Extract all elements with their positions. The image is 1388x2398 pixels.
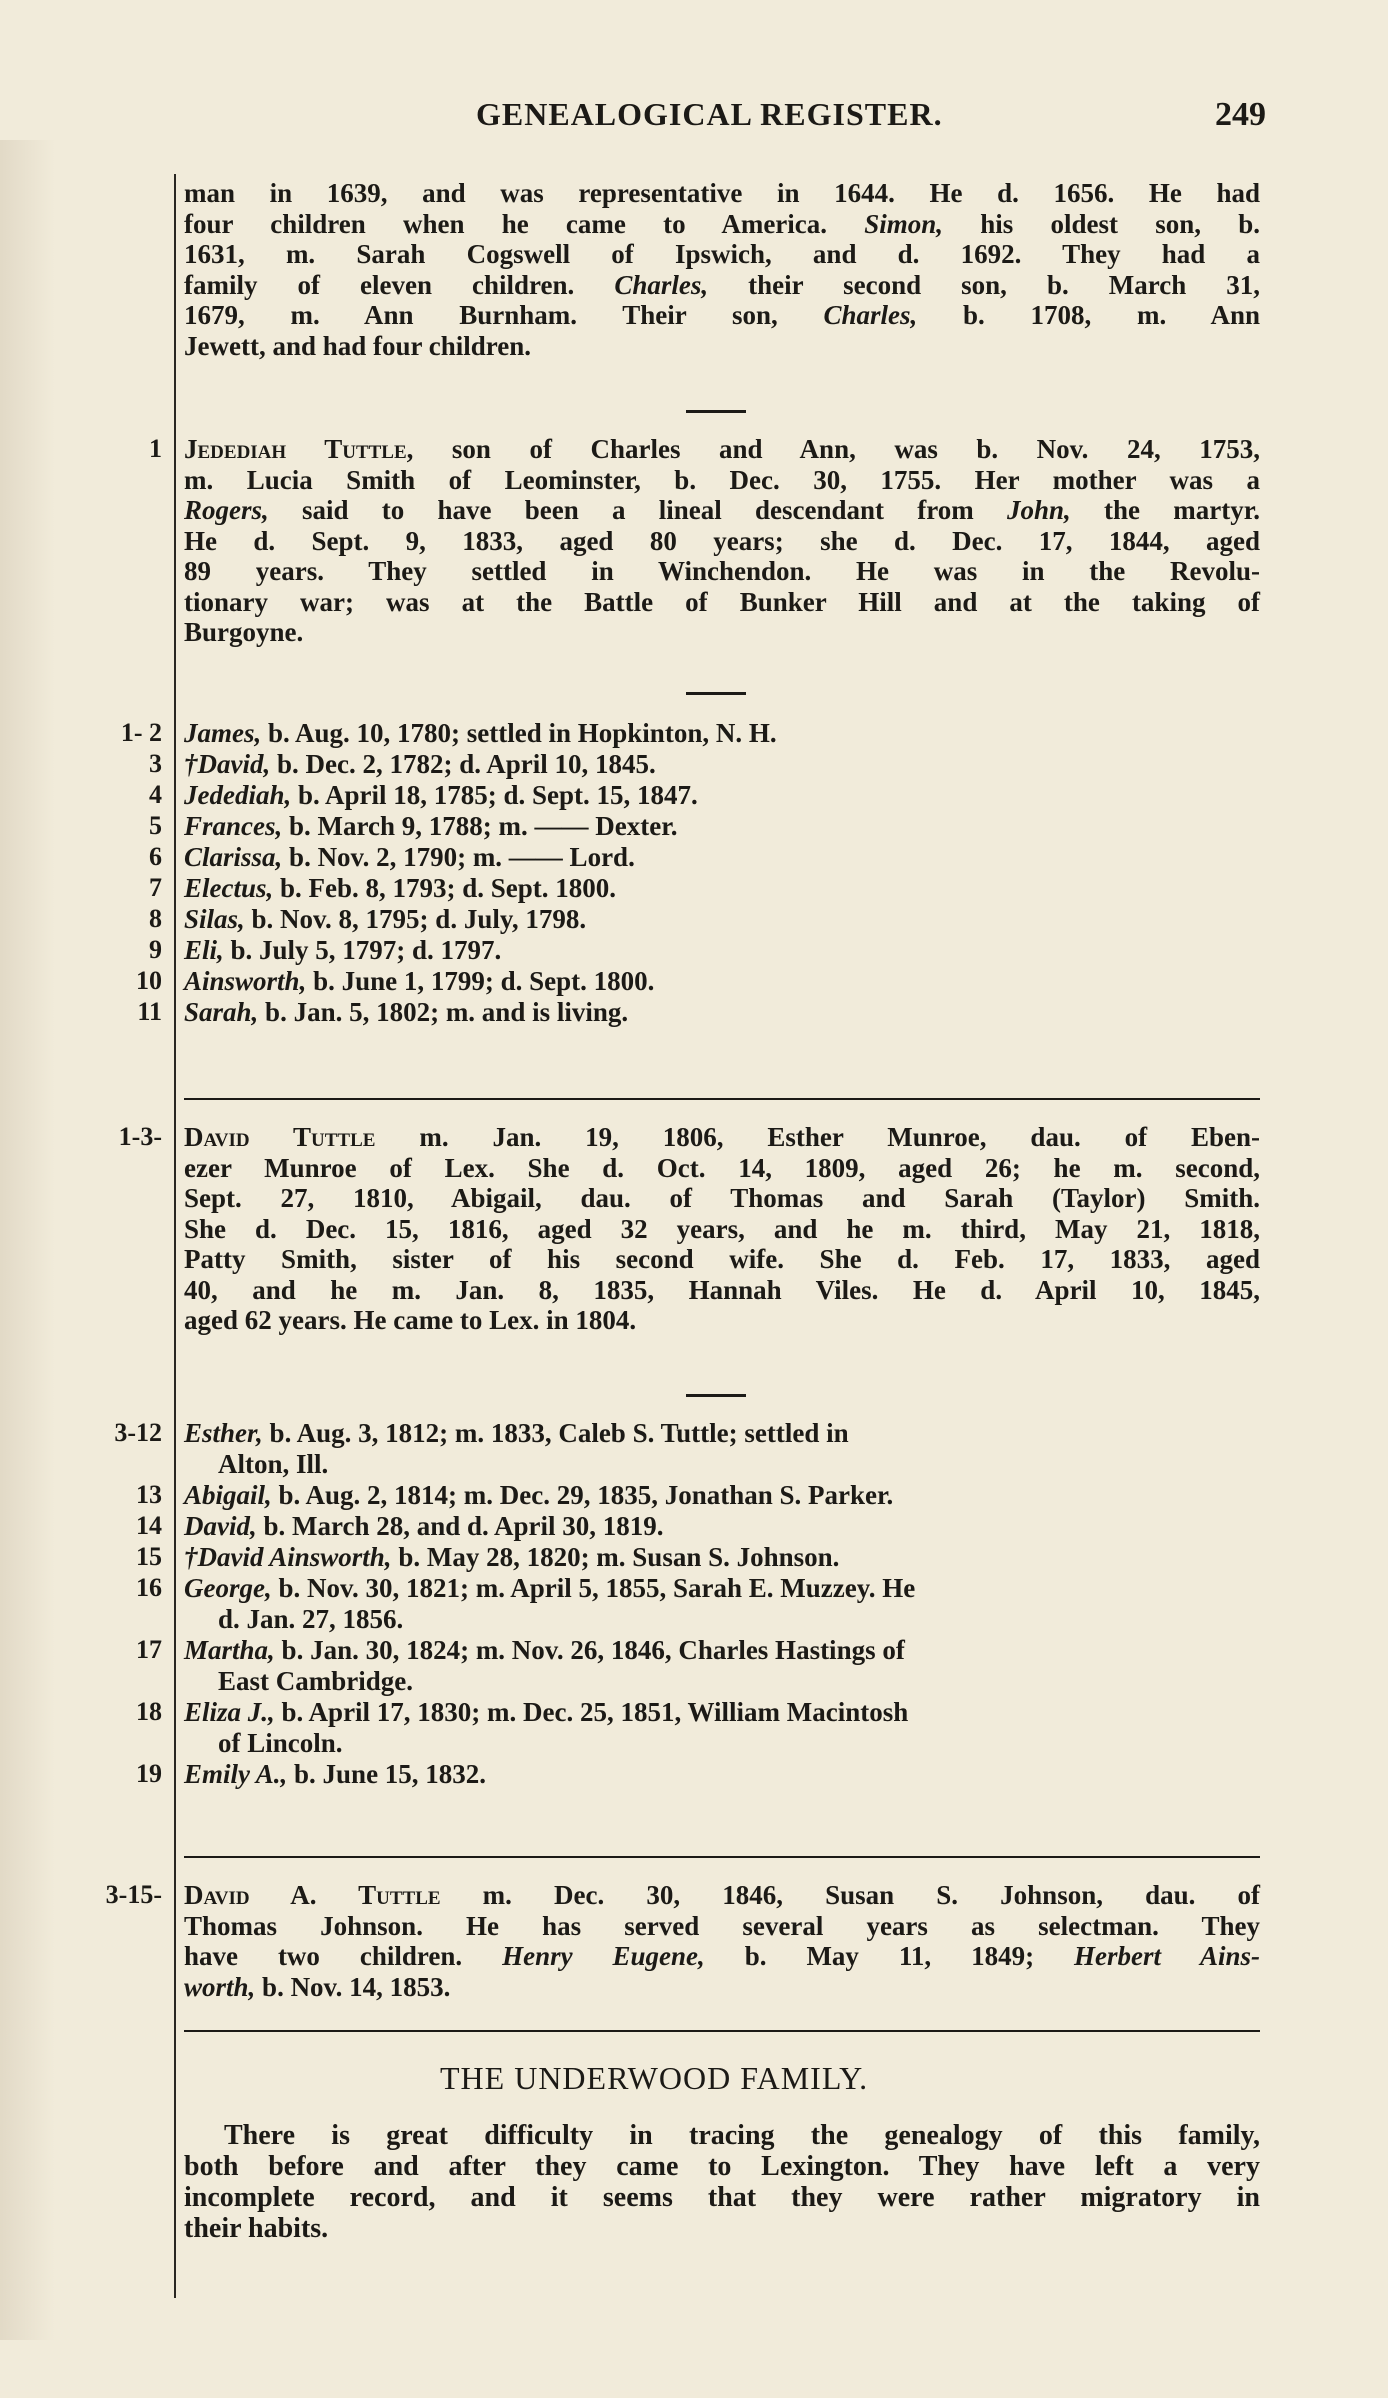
bleed-through (0, 140, 55, 2340)
text-line: He d. Sept. 9, 1833, aged 80 years; she d. Dec. 17, 1844, aged (184, 525, 1260, 556)
text-line: four children when he came to America. Simon, his oldest son, b. (184, 208, 1260, 239)
person-name: Electus, (184, 873, 274, 903)
list-item (184, 1542, 839, 1573)
list-item (184, 749, 656, 780)
text-line: Jewett, and had four children. (184, 330, 532, 361)
entry-text: b. Jan. 30, 1824; m. Nov. 26, 1846, Charles Hastings of (274, 1635, 905, 1665)
list-item (184, 1511, 664, 1542)
entry-number: 16 (136, 1573, 162, 1602)
margin-rule (174, 174, 176, 2298)
paragraph-david (184, 1122, 1260, 1336)
person-name: Eliza J., (184, 1697, 275, 1727)
person-name: Jedediah, (184, 780, 292, 810)
entry-text: b. May 28, 1820; m. Susan S. Johnson. (391, 1542, 840, 1572)
list-item (184, 873, 616, 904)
person-name: Abigail, (184, 1480, 272, 1510)
text-line: She d. Dec. 15, 1816, aged 32 years, and he m. third, May 21, 1818, (184, 1213, 1260, 1244)
text-line: Burgoyne. (184, 617, 304, 647)
list-item (184, 1480, 893, 1511)
text-line: There is great difficulty in tracing the genealogy of this family, (224, 2120, 1260, 2151)
text-line: incomplete record, and it seems that they were rather migratory in (184, 2182, 1260, 2213)
entry-number: 4 (149, 780, 162, 809)
entry-text: b. April 18, 1785; d. Sept. 15, 1847. (291, 780, 698, 810)
entry-number: 9 (149, 935, 162, 964)
running-header (476, 96, 1266, 136)
text-line: 89 years. They settled in Winchendon. He was in the Revolu- (184, 556, 1260, 586)
short-rule (686, 410, 746, 413)
margin-number: 3-15- (105, 1880, 162, 1909)
entry-text: b. Nov. 8, 1795; d. July, 1798. (244, 904, 587, 934)
entry-continuation: East Cambridge. (218, 1666, 413, 1696)
text-line: aged 62 years. He came to Lex. in 1804. (184, 1305, 637, 1335)
person-name: Frances, (184, 811, 283, 841)
text-line: David Tuttle m. Jan. 19, 1806, Esther Munroe, dau. of Eben- (184, 1122, 1260, 1152)
entry-number: 6 (149, 842, 162, 871)
entry-text: b. Aug. 3, 1812; m. 1833, Caleb S. Tuttle; settled in (262, 1418, 849, 1448)
person-name: Silas, (184, 904, 245, 934)
list-item (184, 1759, 486, 1790)
long-rule (184, 1098, 1260, 1100)
paragraph-jedediah (184, 434, 1260, 648)
entry-number: 13 (136, 1480, 162, 1509)
text-line: Rogers, said to have been a lineal descendant from John, the martyr. (184, 495, 1261, 525)
text-line: 1679, m. Ann Burnham. Their son, Charles, b. 1708, m. Ann (184, 300, 1260, 330)
person-name: Sarah, (184, 997, 259, 1027)
list-item (184, 997, 628, 1028)
entry-number: 10 (136, 966, 162, 995)
list-item (184, 935, 501, 966)
entry-number: 5 (149, 811, 162, 840)
list-item (184, 718, 777, 749)
text-line: have two children. Henry Eugene, b. May 11, 1849; Herbert Ains- (184, 1941, 1260, 1971)
text-line: ezer Munroe of Lex. She d. Oct. 14, 1809, aged 26; he m. second, (184, 1152, 1260, 1183)
text-line: both before and after they came to Lexington. They have left a very (184, 2151, 1260, 2182)
entry-number: 14 (136, 1511, 162, 1540)
person-name: James, (184, 718, 262, 748)
person-name: Eli, (184, 935, 224, 965)
entry-number: 17 (136, 1635, 162, 1664)
list-item (184, 1418, 849, 1449)
list-item (184, 780, 698, 811)
paragraph-david-a (184, 1880, 1260, 2002)
entry-text: b. Nov. 30, 1821; m. April 5, 1855, Sarah E. Muzzey. He (271, 1573, 916, 1603)
margin-number: 1 (149, 434, 162, 463)
long-rule (184, 2030, 1260, 2032)
entry-number: 3 (149, 749, 162, 778)
text-line: 40, and he m. Jan. 8, 1835, Hannah Viles. He d. April 10, 1845, (184, 1274, 1260, 1305)
entry-text: b. March 9, 1788; m. —— Dexter. (282, 811, 678, 841)
short-rule (686, 692, 746, 695)
person-name: Clarissa, (184, 842, 283, 872)
paragraph-intro (184, 178, 1260, 361)
long-rule (184, 1856, 1260, 1858)
entry-number: 19 (136, 1759, 162, 1788)
entry-text: b. July 5, 1797; d. 1797. (223, 935, 502, 965)
entry-text: b. Feb. 8, 1793; d. Sept. 1800. (273, 873, 617, 903)
entry-text: b. June 15, 1832. (287, 1759, 487, 1789)
text-line: David A. Tuttle m. Dec. 30, 1846, Susan S. Johnson, dau. of (184, 1880, 1260, 1910)
text-line: Patty Smith, sister of his second wife. She d. Feb. 17, 1833, aged (184, 1244, 1260, 1274)
entry-text: b. June 1, 1799; d. Sept. 1800. (306, 966, 655, 996)
entry-number: 3-12 (114, 1418, 162, 1447)
entry-number: 18 (136, 1697, 162, 1726)
text-line: tionary war; was at the Battle of Bunker Hill and at the taking of (184, 586, 1260, 617)
list-item (184, 1697, 908, 1728)
text-line: man in 1639, and was representative in 1644. He d. 1656. He had (184, 178, 1260, 208)
entry-text: b. Aug. 10, 1780; settled in Hopkinton, N. H. (261, 718, 777, 748)
text-line: m. Lucia Smith of Leominster, b. Dec. 30, 1755. Her mother was a (184, 464, 1260, 495)
entry-continuation: d. Jan. 27, 1856. (218, 1604, 404, 1634)
person-name: Ainsworth, (184, 966, 307, 996)
text-line: their habits. (184, 2213, 329, 2244)
entry-text: b. Nov. 2, 1790; m. —— Lord. (282, 842, 635, 872)
entry-text: b. April 17, 1830; m. Dec. 25, 1851, William Macintosh (274, 1697, 909, 1727)
entry-continuation: Alton, Ill. (218, 1449, 329, 1479)
entry-number: 1- 2 (120, 718, 162, 747)
margin-number: 1-3- (118, 1122, 162, 1151)
entry-number: 11 (137, 997, 162, 1026)
entry-number: 7 (149, 873, 162, 902)
person-name: Emily A., (184, 1759, 288, 1789)
person-name: †David Ainsworth, (184, 1542, 392, 1572)
section-title: THE UNDERWOOD FAMILY. (440, 2060, 869, 2096)
text-line: 1631, m. Sarah Cogswell of Ipswich, and d. 1692. They had a (184, 239, 1260, 269)
header-title: GENEALOGICAL REGISTER. (476, 96, 943, 132)
list-item (184, 1635, 905, 1666)
paragraph-underwood (184, 2120, 1260, 2244)
person-name: Esther, (184, 1418, 263, 1448)
text-line: worth, b. Nov. 14, 1853. (184, 1971, 451, 2002)
text-line: Jedediah Tuttle, son of Charles and Ann, was b. Nov. 24, 1753, (184, 434, 1260, 464)
page-number: 249 (1215, 96, 1266, 133)
entry-continuation: of Lincoln. (218, 1728, 343, 1758)
entry-number: 15 (136, 1542, 162, 1571)
list-item (184, 1573, 915, 1604)
entry-text: b. Aug. 2, 1814; m. Dec. 29, 1835, Jonathan S. Parker. (271, 1480, 894, 1510)
person-name: †David, (184, 749, 271, 779)
entry-number: 8 (149, 904, 162, 933)
list-item (184, 904, 586, 935)
entry-text: b. March 28, and d. April 30, 1819. (256, 1511, 664, 1541)
person-name: George, (184, 1573, 272, 1603)
text-line: Thomas Johnson. He has served several years as selectman. They (184, 1910, 1260, 1941)
list-item (184, 842, 635, 873)
person-name: David, (184, 1511, 257, 1541)
person-name: Martha, (184, 1635, 275, 1665)
short-rule (686, 1394, 746, 1397)
list-item (184, 811, 677, 842)
text-line: Sept. 27, 1810, Abigail, dau. of Thomas and Sarah (Taylor) Smith. (184, 1183, 1260, 1213)
list-item (184, 966, 654, 997)
entry-text: b. Jan. 5, 1802; m. and is living. (258, 997, 629, 1027)
text-line: family of eleven children. Charles, their second son, b. March 31, (184, 269, 1260, 300)
entry-text: b. Dec. 2, 1782; d. April 10, 1845. (270, 749, 656, 779)
